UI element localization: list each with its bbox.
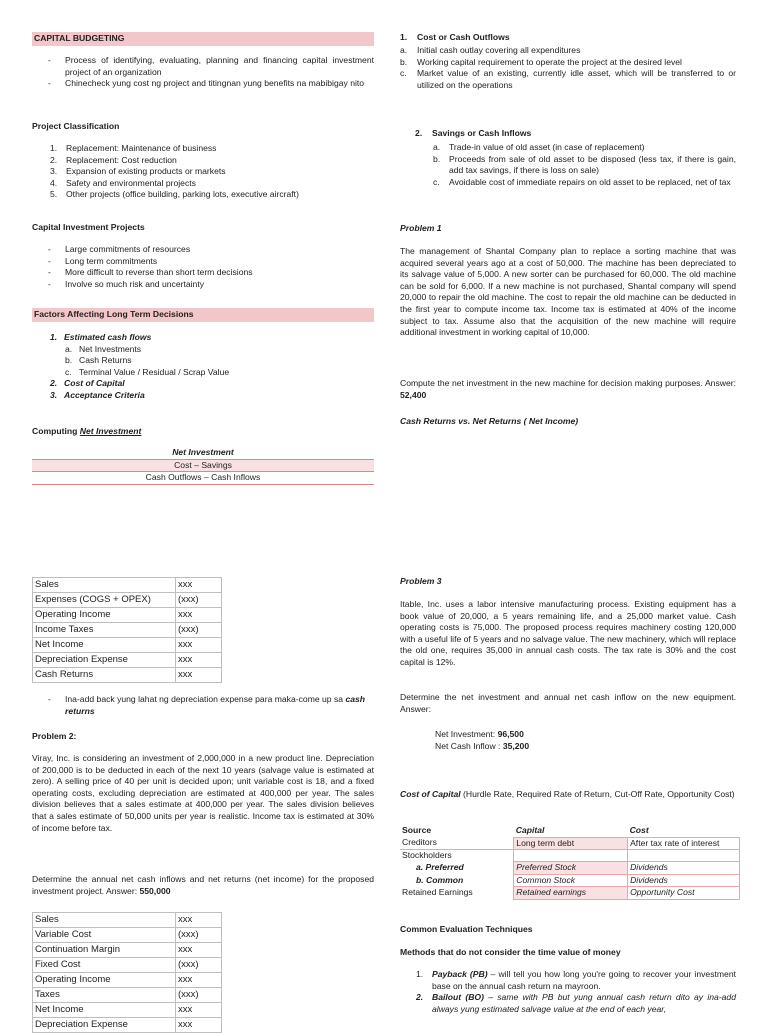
- list-item: Cash Returns: [79, 355, 132, 366]
- bailout-term: Bailout (BO): [432, 992, 484, 1003]
- table-row: [33, 943, 222, 958]
- inflows-section: 2. Savings or Cash Inflows: [415, 128, 532, 138]
- intro-item: - Process of identifying, evaluating, planning and financing capital investment project of an organization: [32, 55, 374, 78]
- list-item: Acceptance Criteria: [64, 389, 145, 400]
- table-cell: After tax rate of interest: [628, 837, 740, 850]
- list-item: - Large commitments of resources: [32, 244, 374, 256]
- formula-line: Cash Outflows – Cash Inflows: [32, 472, 374, 485]
- table-cell-value: xxx: [176, 1003, 222, 1018]
- factors-heading: Factors Affecting Long Term Decisions: [32, 308, 374, 322]
- problem3-text: Itable, Inc. uses a labor intensive manufacturing process. Existing equipment has a book value of 20,000, a 5 years remaining life, and a 25,000 market value. Cash operating costs is 75,000. The proposed process requires machinery costing 120,000 with a useful life of 5 years and no salvage value. The new machinery, which will replace the old one, requires 35,000 in annual cash costs. The tax rate is 30% and the cost capital is 12%.: [400, 599, 736, 667]
- table-row: [33, 1003, 222, 1018]
- problem2-title: Problem 2:: [32, 731, 77, 741]
- table-row: [33, 668, 222, 683]
- list-item: Avoidable cost of immediate repairs on old asset to be replaced, net of tax: [449, 176, 731, 187]
- computing-heading: Computing Net Investment: [32, 426, 142, 436]
- problem1-text: The management of Shantal Company plan to replace a sorting machine that was acquired several years ago at a cost of 50,000. The machine has been depreciated to its salvage value of 5,000. A new sorter can be purchased for 60,000. The old machine can be sold for 6,000. If a new machine is not purchased, Shantal company will spend 20,000 to repair the old machine. The cost to repair the old machine can be deducted in the first year to compute income tax. Income tax is estimated at 40% of the income subject to tax. Assume also that the acquisition of the new machine will require additional investment in working capital of 10,000.: [400, 246, 736, 338]
- table-cell-label: Income Taxes: [33, 623, 176, 638]
- table-cell-label: Sales: [33, 913, 176, 928]
- cash-returns-table: [32, 577, 222, 683]
- net-income-table: [32, 912, 222, 1033]
- table-cell-value: xxx: [176, 943, 222, 958]
- table-cell: Common Stock: [514, 874, 628, 887]
- table-cell-value: xxx: [176, 653, 222, 668]
- table-cell-label: Depreciation Expense: [33, 653, 176, 668]
- table-cell-value: (xxx): [176, 928, 222, 943]
- table-row: [33, 623, 222, 638]
- table-cell: Preferred Stock: [514, 862, 628, 875]
- intro-item: - Chinecheck yung cost ng project and titingnan yung benefits na mabibigay nito: [32, 78, 374, 90]
- table-cell: [628, 850, 740, 862]
- header-cost: Cost: [629, 825, 649, 835]
- table-row: [33, 913, 222, 928]
- left-column: [32, 0, 374, 1030]
- problem3-title: Problem 3: [400, 576, 442, 586]
- evaluation-heading: Common Evaluation Techniques: [400, 924, 533, 934]
- list-item: - Long term commitments: [32, 256, 374, 268]
- table-cell-label: Continuation Margin: [33, 943, 176, 958]
- table-cell: Stockholders: [402, 850, 452, 861]
- list-item: Safety and environmental projects: [66, 177, 196, 188]
- table-cell-label: Cash Returns: [33, 668, 176, 683]
- list-item: Expansion of existing products or markets: [66, 166, 226, 177]
- problem3-answers: Net Investment: 96,500 Net Cash Inflow : 35,200: [435, 729, 530, 751]
- table-cell-value: (xxx): [176, 958, 222, 973]
- table-cell-value: xxx: [176, 578, 222, 593]
- table-row: [33, 1018, 222, 1033]
- intro-list: [32, 55, 374, 90]
- formula-line: Cost – Savings: [32, 460, 374, 473]
- table-row: [33, 578, 222, 593]
- capital-investment-heading: Capital Investment Projects: [32, 222, 145, 232]
- table-cell-label: Operating Income: [33, 608, 176, 623]
- outflows-section: 1. Cost or Cash Outflows: [400, 32, 510, 42]
- table-cell-value: xxx: [176, 668, 222, 683]
- net-investment-link-text: Net Investment: [79, 426, 142, 436]
- table-cell-label: Variable Cost: [33, 928, 176, 943]
- table-cell-label: Depreciation Expense: [33, 1018, 176, 1033]
- table-cell-value: xxx: [176, 608, 222, 623]
- problem1-title: Problem 1: [400, 223, 442, 233]
- list-item: Other projects (office building, parking lots, executive aircraft): [66, 189, 299, 200]
- list-item: Proceeds from sale of old asset to be disposed (less tax, if there is gain, add tax savings, if there is loss on sale): [449, 153, 736, 176]
- list-item: Initial cash outlay covering all expenditures: [417, 45, 581, 55]
- project-classification-list: 1. Replacement: Maintenance of business 2. Replacement: Cost reduction 3. Expansion of existing products or markets 4. Safety and environmental projects 5. Other projects (office building, parking lots, executive aircraft): [50, 143, 299, 200]
- list-item: - Involve so much risk and uncertainty: [32, 279, 374, 291]
- table-cell-value: (xxx): [176, 593, 222, 608]
- problem2-text: Viray, Inc. is considering an investment of 2,000,000 in a new product line. Depreciation of 200,000 is to be deducted in each of the next 10 years (salvage value is estimated at zero). A selling price of 40 per unit is decided upon; unit variable cost is 18, and a fixed operating costs, excluding depreciation are estimated at 400,000 per year. The sales division believes that a sales estimate at 400,000 per year. The sales division believes that a sales estimate of 50,000 units per year is realistic. Income tax is estimated at 30% of income before tax.: [32, 753, 374, 833]
- list-item: Working capital requirement to operate the project at the desired level: [417, 56, 682, 67]
- list-item: Cost of Capital: [64, 378, 125, 389]
- table-cell: Retained Earnings: [402, 887, 473, 898]
- table-cell: a. Preferred: [416, 862, 464, 873]
- list-item: Estimated cash flows: [64, 332, 152, 342]
- list-item: Net Investments: [79, 343, 142, 354]
- table-cell: [514, 850, 628, 862]
- table-row: [33, 988, 222, 1003]
- list-item: Replacement: Cost reduction: [66, 154, 177, 165]
- table-cell-value: (xxx): [176, 988, 222, 1003]
- table-row: [33, 973, 222, 988]
- table-row: [33, 928, 222, 943]
- table-cell-value: xxx: [176, 638, 222, 653]
- table-cell: Dividends: [628, 874, 740, 887]
- table-cell-value: (xxx): [176, 623, 222, 638]
- table-cell: Long term debt: [514, 837, 628, 850]
- addback-note: - Ina-add back yung lahat ng depreciation expense para maka-come up sa cash returns: [32, 694, 374, 717]
- payback-term: Payback (PB): [432, 969, 488, 979]
- outflows-heading: Cost or Cash Outflows: [417, 32, 510, 42]
- table-cell-label: Net Income: [33, 1003, 176, 1018]
- table-cell-value: xxx: [176, 973, 222, 988]
- table-cell: Retained earnings: [514, 887, 628, 900]
- header-capital: Capital: [515, 825, 545, 835]
- list-item: Market value of an existing, currently idle asset, which will be transferred to or utilized on the operations: [417, 68, 736, 90]
- problem1-question: Compute the net investment in the new machine for decision making purposes. Answer: 52,400: [400, 378, 736, 400]
- inflows-heading: Savings or Cash Inflows: [432, 128, 532, 138]
- cost-of-capital-heading: Cost of Capital (Hurdle Rate, Required Rate of Return, Cut-Off Rate, Opportunity Cost): [400, 789, 735, 799]
- table-row: [33, 593, 222, 608]
- table-row: [33, 958, 222, 973]
- table-cell-label: Operating Income: [33, 973, 176, 988]
- table-cell-label: Expenses (COGS + OPEX): [33, 593, 176, 608]
- table-cell-value: xxx: [176, 913, 222, 928]
- table-cell-label: Sales: [33, 578, 176, 593]
- table-cell-label: Fixed Cost: [33, 958, 176, 973]
- table-cell: Opportunity Cost: [628, 887, 740, 900]
- table-cell: Creditors: [402, 837, 437, 848]
- capital-budgeting-title: CAPITAL BUDGETING: [32, 32, 374, 46]
- table-row: [33, 608, 222, 623]
- list-item: - More difficult to reverse than short term decisions: [32, 267, 374, 279]
- list-item: Terminal Value / Residual / Scrap Value: [79, 366, 230, 377]
- evaluation-subheading: Methods that do not consider the time value of money: [400, 947, 621, 957]
- list-item: Replacement: Maintenance of business: [66, 143, 217, 153]
- table-cell-label: Net Income: [33, 638, 176, 653]
- table-cell: Dividends: [628, 862, 740, 875]
- project-classification-heading: Project Classification: [32, 121, 120, 131]
- net-investment-formula: [32, 447, 374, 485]
- table-row: [33, 638, 222, 653]
- table-row: [33, 653, 222, 668]
- inflows-list: a. Trade-in value of old asset (in case of replacement) b. Proceeds from sale of old asset to be disposed (less tax, if there is gain, add tax savings, if there is loss on sale) c. Avoidable cost of immediate repairs on old asset to be replaced, net of tax: [433, 142, 736, 187]
- header-source: Source: [402, 825, 432, 836]
- capital-investment-list: [32, 244, 374, 290]
- table-cell: b. Common: [416, 874, 464, 885]
- outflows-list: a. Initial cash outlay covering all expenditures b. Working capital requirement to operate the project at the desired level c. Market value of an existing, currently idle asset, which will be transferred to or utilized on the operations: [400, 45, 736, 90]
- table-cell-value: xxx: [176, 1018, 222, 1033]
- formula-title: Net Investment: [32, 447, 374, 460]
- factors-list: 1. Estimated cash flows a. Net Investments b. Cash Returns c. Terminal Value / Residual / Scrap Value 2. Cost of Capital 3. Acceptance Criteria: [50, 332, 230, 400]
- table-cell-label: Taxes: [33, 988, 176, 1003]
- evaluation-list: 1. Payback (PB) – will tell you how long you're going to recover your investment base on the annual cash return na mayroon. 2. Bailout (BO) – same with PB but yung annual cash return dito ay ina-add always yung estimated salvage value at the end of each year,: [416, 969, 736, 1014]
- problem3-question: Determine the net investment and annual net cash inflow on the new equipment. Answer:: [400, 692, 736, 714]
- cost-of-capital-table: [400, 825, 740, 900]
- cash-vs-net-heading: Cash Returns vs. Net Returns ( Net Income): [400, 416, 579, 426]
- list-item: Trade-in value of old asset (in case of replacement): [449, 142, 645, 152]
- problem2-question: Determine the annual net cash inflows and net returns (net income) for the proposed investment project. Answer: 550,000: [32, 874, 374, 896]
